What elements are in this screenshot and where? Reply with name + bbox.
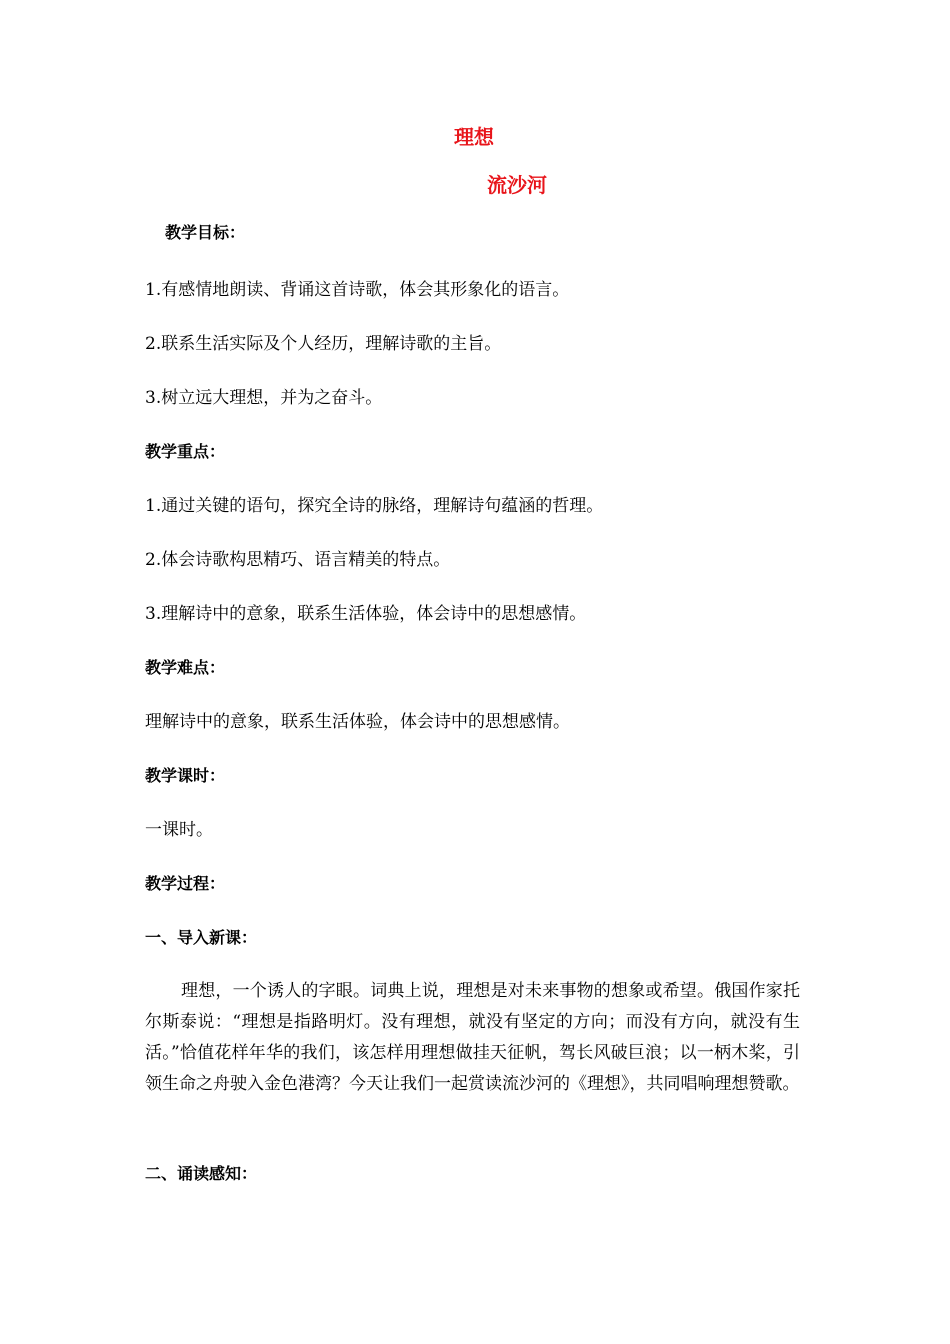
process-heading: 教学过程： — [145, 874, 226, 893]
section1-paragraph: 理想，一个诱人的字眼。词典上说，理想是对未来事物的想象或希望。俄国作家托尔斯泰说：“理想是指路明灯。没有理想，就没有坚定的方向；而没有方向，就没有生活。”恰值花样年华的我们，该怎样用理想做挂天征帆，驾长风破巨浪；以一柄木桨，引领生命之舟驶入金色港湾？今天让我们一起赏读流沙河的《理想》，共同唱响理想赞歌。 — [145, 981, 800, 1094]
section1-heading: 一、导入新课： — [145, 928, 258, 947]
difficulty-heading: 教学难点： — [145, 658, 226, 677]
document-author: 流沙河 — [487, 173, 547, 197]
section2-heading: 二、诵读感知： — [145, 1164, 258, 1183]
hours-heading: 教学课时： — [145, 766, 226, 785]
key-points-heading: 教学重点： — [145, 442, 226, 461]
objective-item-2: 2.联系生活实际及个人经历，理解诗歌的主旨。 — [145, 334, 502, 354]
document-title: 理想 — [454, 125, 494, 149]
key-point-item-1: 1.通过关键的语句，探究全诗的脉络，理解诗句蕴涵的哲理。 — [145, 496, 604, 516]
objectives-heading: 教学目标： — [165, 223, 246, 242]
hours-text: 一课时。 — [145, 820, 213, 840]
difficulty-text: 理解诗中的意象，联系生活体验，体会诗中的思想感情。 — [145, 712, 570, 732]
key-point-item-2: 2.体会诗歌构思精巧、语言精美的特点。 — [145, 550, 451, 570]
objective-item-1: 1.有感情地朗读、背诵这首诗歌，体会其形象化的语言。 — [145, 280, 570, 300]
key-point-item-3: 3.理解诗中的意象，联系生活体验，体会诗中的思想感情。 — [145, 604, 587, 624]
objective-item-3: 3.树立远大理想，并为之奋斗。 — [145, 388, 383, 408]
